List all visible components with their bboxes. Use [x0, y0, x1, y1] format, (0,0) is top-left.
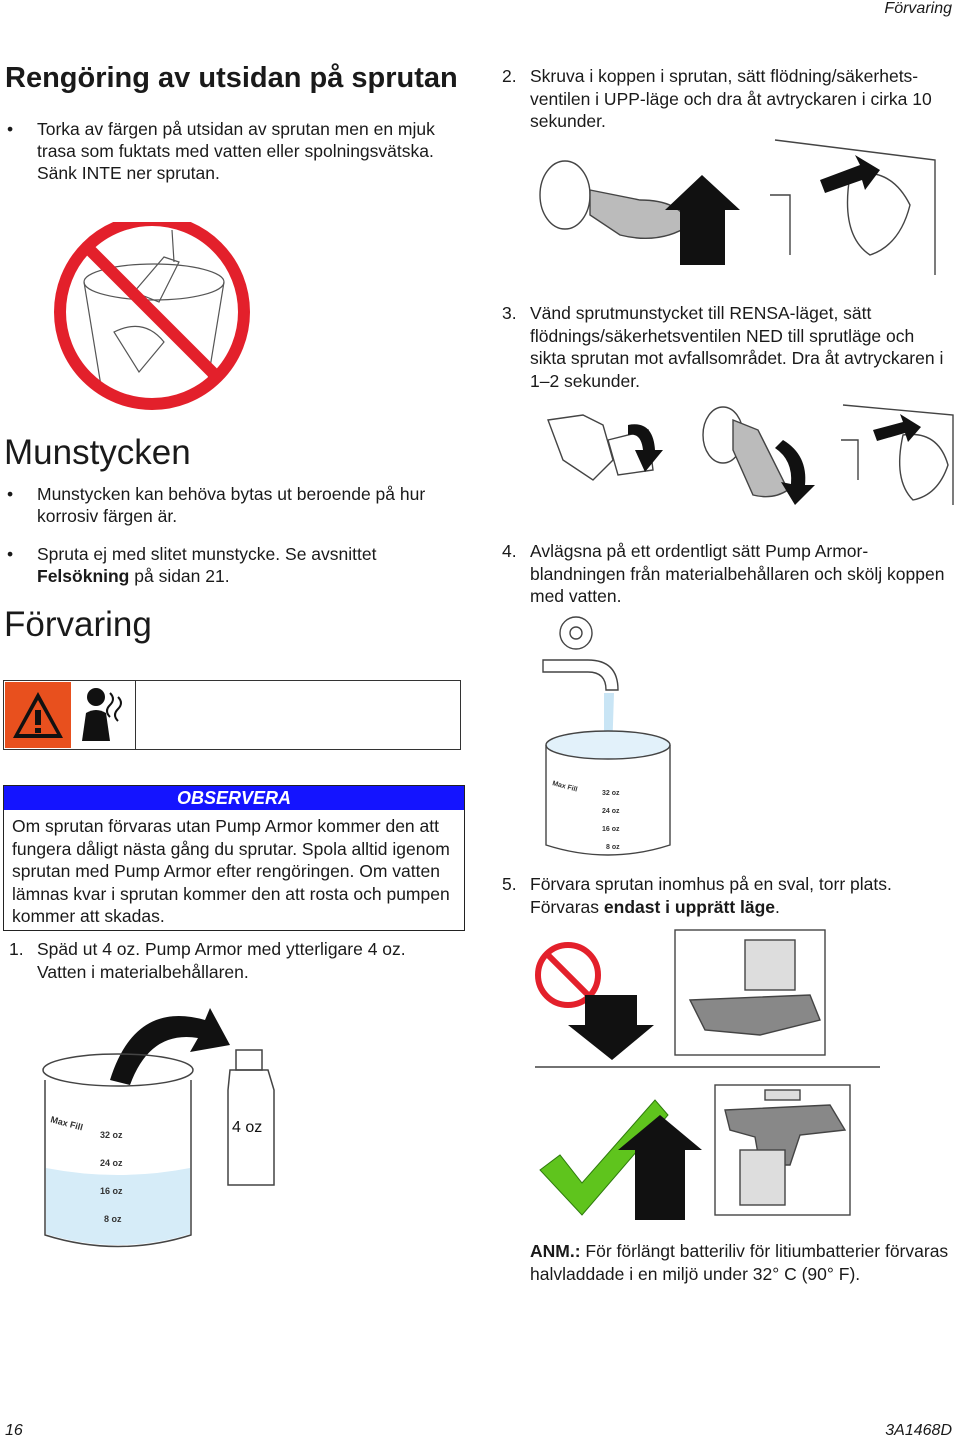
note-text: För förlängt batteriliv för litiumbatterier förvaras halvladdade i en miljö under 32° C (90° F).: [530, 1241, 949, 1284]
troubleshooting-reference[interactable]: Felsökning: [37, 566, 130, 586]
step-1-text: Späd ut 4 oz. Pump Armor med ytterligare 4 oz. Vatten i materialbehållaren.: [37, 939, 406, 982]
step-4-text: Avlägsna på ett ordentligt sätt Pump Armor-blandningen från materialbehållaren och skölj koppen med vatten.: [530, 541, 945, 606]
bullet-dot: •: [7, 119, 14, 139]
warning-triangle-icon: [5, 682, 71, 748]
page-reference: på sidan 21.: [129, 566, 230, 586]
nozzles-bullet-2: [7, 543, 457, 587]
nozzles-bullet-1-text: Munstycken kan behöva bytas ut beroende på hur korrosiv färgen är.: [37, 484, 426, 526]
sprayer-case-upside-down: [675, 930, 825, 1055]
jar-mark-max: Max Fill: [551, 780, 579, 794]
jar-mark-32: 32 oz: [602, 790, 620, 797]
step-5-emphasis: endast i upprätt läge: [603, 896, 776, 917]
trigger-hand-drawing: [841, 405, 953, 505]
prohibition-icon: [60, 222, 244, 404]
step-4-number: 4.: [502, 541, 517, 561]
rinse-jar: [546, 731, 670, 855]
sprayer-case-upright: [715, 1085, 850, 1215]
no-immersion-illustration: [44, 222, 264, 422]
storage-title: Förvaring: [4, 605, 152, 644]
jar-mark-24: 24 oz: [602, 808, 620, 815]
arrow-pull-icon: [820, 155, 880, 193]
bullet-dot: •: [7, 484, 14, 504]
step-5-text: Förvara sprutan inomhus på en sval, torr plats.: [530, 874, 892, 894]
step-2: [502, 65, 950, 133]
step-4: [502, 540, 955, 608]
prohibited-orientation: [535, 930, 880, 1067]
mixing-illustration: [40, 990, 290, 1260]
jar-mark-24: 24 oz: [100, 1158, 123, 1168]
rinse-illustration: [538, 615, 678, 860]
measuring-jar: [43, 1054, 193, 1247]
warning-divider: [135, 681, 136, 749]
step-5-text-2: Förvaras: [530, 896, 604, 917]
nozzles-title: Munstycken: [4, 433, 191, 472]
cleaning-title: Rengöring av utsidan på sprutan: [5, 62, 458, 94]
flow-valve-down-drawing: [703, 407, 788, 497]
pour-arrow-icon: [110, 1008, 230, 1085]
jar-mark-32: 32 oz: [100, 1130, 123, 1140]
arrow-down-icon: [775, 440, 815, 505]
notice-box: [3, 785, 465, 931]
step-2-illustration: [530, 135, 940, 285]
step-5-tail: .: [775, 896, 780, 917]
cleaning-bullet: [7, 118, 467, 184]
notice-heading: OBSERVERA: [4, 786, 464, 810]
step-2-text: Skruva i koppen i sprutan, sätt flödning/säkerhets-ventilen i UPP-läge och dra åt avtryckaren i cirka 10 sekunder.: [530, 66, 932, 131]
storage-orientation-illustration: [530, 925, 885, 1225]
warning-box: [3, 680, 461, 750]
step-1: [9, 938, 457, 983]
faucet-drawing: [543, 617, 618, 690]
page-number: 16: [5, 1422, 23, 1439]
step-5-number: 5.: [502, 874, 517, 894]
nozzles-bullet-1: [7, 483, 457, 527]
step-3-number: 3.: [502, 303, 517, 323]
running-header: Förvaring: [884, 0, 952, 17]
battery-note: [530, 1240, 955, 1285]
step-1-number: 1.: [9, 939, 24, 959]
bullet-dot: •: [7, 544, 14, 564]
bottle-label: 4 oz: [232, 1119, 263, 1136]
step-3-illustration: [543, 400, 955, 510]
step-3-text: Vänd sprutmunstycket till RENSA-läget, sätt flödnings/säkerhetsventilen NED till sprutläge och sikta sprutan mot avfallsområdet. Dra åt avtryckaren i 1–2 sekunder.: [530, 303, 944, 391]
jar-mark-8: 8 oz: [104, 1214, 122, 1224]
flow-valve-up-drawing: [540, 161, 690, 238]
step-5: [502, 873, 955, 918]
arrow-pull-icon: [873, 414, 921, 442]
step-3: [502, 302, 955, 392]
step-2-number: 2.: [502, 66, 517, 86]
jar-mark-8: 8 oz: [606, 844, 620, 851]
jar-mark-16: 16 oz: [100, 1186, 123, 1196]
approved-orientation: [540, 1085, 850, 1220]
pump-armor-bottle: [228, 1050, 274, 1185]
jar-mark-16: 16 oz: [602, 826, 620, 833]
rotate-arrow-icon: [628, 424, 663, 472]
document-number: 3A1468D: [885, 1422, 952, 1439]
notice-body: Om sprutan förvaras utan Pump Armor kommer den att fungera dåligt nästa gång du sprutar. Spola alltid igenom sprutan med Pump Armor efter rengöringen. Om vatten lämnas kvar i sprutan kommer den att rosta och pumpen kommer att skadas.: [12, 816, 450, 926]
cleaning-bullet-text: Torka av färgen på utsidan av sprutan men en mjuk trasa som fuktats med vatten eller spolningsvätska. Sänk INTE ner sprutan.: [37, 119, 435, 183]
fume-hazard-icon: [74, 683, 134, 745]
note-label: ANM.:: [530, 1241, 581, 1261]
nozzles-bullet-2-text: Spruta ej med slitet munstycke. Se avsnittet: [37, 544, 377, 564]
jar-mark-max: Max Fill: [49, 1114, 84, 1133]
trigger-hand-drawing: [770, 140, 935, 275]
